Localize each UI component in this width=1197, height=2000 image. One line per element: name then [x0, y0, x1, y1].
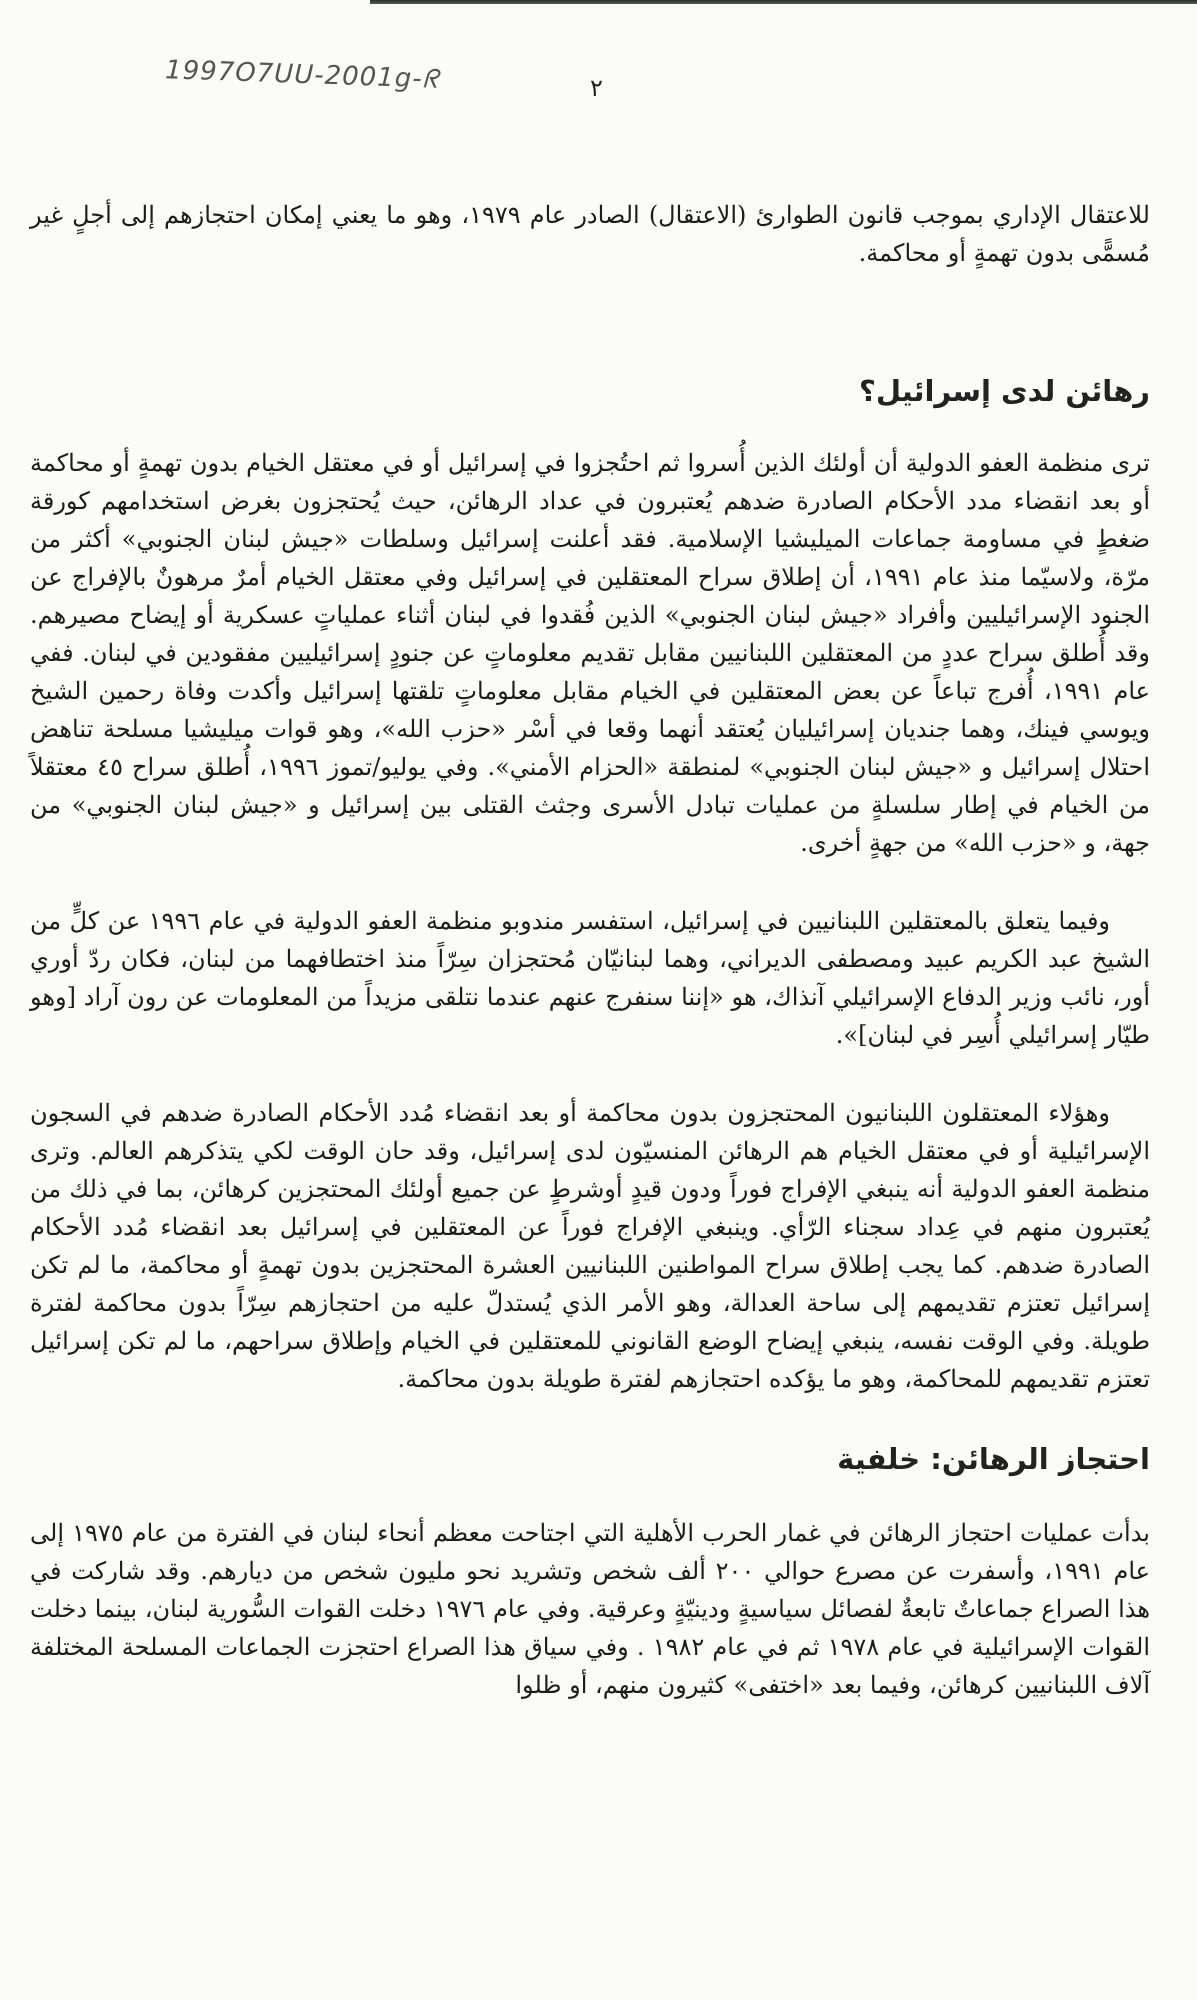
document-body — [30, 196, 1150, 1704]
scan-edge — [370, 0, 1197, 4]
section-heading-hostages-in-israel: رهائن لدى إسرائيل؟ — [859, 374, 1150, 408]
paragraph: ترى منظمة العفو الدولية أن أولئك الذين أُسروا ثم احتُجزوا في إسرائيل أو في معتقل الخيام بدون تهمةٍ أو محاكمة أو بعد انقضاء مدد الأحكام الصادرة ضدهم يُعتبرون في عداد الرهائن، حيث يُحتجزون بغرض استخدامهم كورقة ضغطٍ في مساومة جماعات الميليشيا الإسلامية. فقد أعلنت إسرائيل وسلطات «جيش لبنان الجنوبي» أكثر من مرّة، ولاسيّما منذ عام ١٩٩١، أن إطلاق سراح المعتقلين في إسرائيل وفي معتقل الخيام أمرٌ مرهونٌ بالإفراج عن الجنود الإسرائيليين وأفراد «جيش لبنان الجنوبي» الذين فُقدوا في لبنان أثناء عملياتٍ عسكرية أو إيضاح مصيرهم. وقد أُطلق سراح عددٍ من المعتقلين اللبنانيين مقابل تقديم معلوماتٍ عن جنودٍ إسرائيليين مفقودين في لبنان. ففي عام ١٩٩١، أُفرج تباعاً عن بعض المعتقلين في الخيام مقابل معلوماتٍ تلقتها إسرائيل وأكدت وفاة رحمين الشيخ ويوسي فينك، وهما جنديان إسرائيليان يُعتقد أنهما وقعا في أسْر «حزب الله»، وهو قوات ميليشيا مسلحة تناهض احتلال إسرائيل و «جيش لبنان الجنوبي» لمنطقة «الحزام الأمني». وفي يوليو/تموز ١٩٩٦، أُطلق سراح ٤٥ معتقلاً من الخيام في إطار سلسلةٍ من عمليات تبادل الأسرى وجثث القتلى بين إسرائيل و «جيش لبنان الجنوبي» من جهة، و «حزب الله» من جهةٍ أخرى. — [30, 449, 1150, 857]
section-heading-hostage-background: احتجاز الرهائن: خلفية — [837, 1442, 1150, 1476]
paragraph: وفيما يتعلق بالمعتقلين اللبنانيين في إسرائيل، استفسر مندوبو منظمة العفو الدولية في عام ١٩٩٦ عن كلٍّ من الشيخ عبد الكريم عبيد ومصطفى الديراني، وهما لبنانيّان مُحتجزان سِرّاً منذ اختطافهما من لبنان، فكان ردّ أوري أور، نائب وزير الدفاع الإسرائيلي آنذاك، هو «إننا سنفرج عنهم عندما نتلقى مزيداً من المعلومات عن رون آراد [وهو طيّار إسرائيلي أُسِر في لبنان]». — [30, 907, 1150, 1049]
page-number: ٢ — [590, 74, 603, 102]
handwritten-reference-number: 1997O7UU-2001g-ᖇ — [164, 55, 440, 95]
paragraph: بدأت عمليات احتجاز الرهائن في غمار الحرب الأهلية التي اجتاحت معظم أنحاء لبنان في الفترة من عام ١٩٧٥ إلى عام ١٩٩١، وأسفرت عن مصرع حوالي ٢٠٠ ألف شخص وتشريد نحو مليون شخص من ديارهم. وقد شاركت في هذا الصراع جماعاتٌ تابعةٌ لفصائل سياسيةٍ ودينيّةٍ وعرقية. وفي عام ١٩٧٦ دخلت القوات السُّورية لبنان، بينما دخلت القوات الإسرائيلية في عام ١٩٧٨ ثم في عام ١٩٨٢ . وفي سياق هذا الصراع احتجزت الجماعات المسلحة المختلفة آلاف اللبنانيين كرهائن، وفيما بعد «اختفى» كثيرون منهم، أو ظلوا — [30, 1519, 1150, 1699]
paragraph: وهؤلاء المعتقلون اللبنانيون المحتجزون بدون محاكمة أو بعد انقضاء مُدد الأحكام الصادرة ضدهم في السجون الإسرائيلية أو في معتقل الخيام هم الرهائن المنسيّون لدى إسرائيل، وقد حان الوقت لكي يتذكرهم العالم. وترى منظمة العفو الدولية أنه ينبغي الإفراج فوراً ودون قيدٍ أوشرطٍ عن جميع أولئك المحتجزين كرهائن، بما في ذلك من يُعتبرون منهم في عِداد سجناء الرّأي. وينبغي الإفراج فوراً عن المعتقلين في إسرائيل بعد انقضاء مُدد الأحكام الصادرة ضدهم. كما يجب إطلاق سراح المواطنين اللبنانيين العشرة المحتجزين بدون تهمةٍ أو محاكمة، ما لم تكن إسرائيل تعتزم تقديمهم إلى ساحة العدالة، وهو الأمر الذي يُستدلّ عليه من احتجازهم سِرّاً بدون محاكمة لفترة طويلة. وفي الوقت نفسه، ينبغي إيضاح الوضع القانوني للمعتقلين في الخيام وإطلاق سراحهم، ما لم تكن إسرائيل تعتزم تقديمهم للمحاكمة، وهو ما يؤكده احتجازهم لفترة طويلة بدون محاكمة. — [30, 1099, 1150, 1393]
intro-paragraph: للاعتقال الإداري بموجب قانون الطوارئ (الاعتقال) الصادر عام ١٩٧٩، وهو ما يعني إمكان احتجازهم إلى أجلٍ غير مُسمًّى بدون تهمةٍ أو محاكمة. — [30, 201, 1150, 267]
